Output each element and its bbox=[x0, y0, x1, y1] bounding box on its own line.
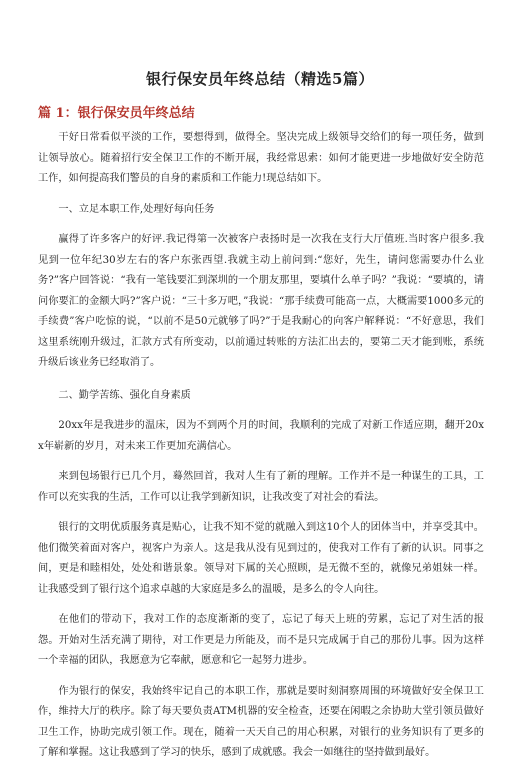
document-body bbox=[38, 128, 484, 764]
subheading-2: 二、勤学苦练、强化自身素质 bbox=[58, 389, 191, 401]
paragraph-1: 干好日常看似平淡的工作，要想得到，做得全。坚决完成上级领导交给们的每一项任务，做到让领导放心。随着招行安全保卫工作的不断开展，我经常思索：如何才能更进一步地做好安全防范工作，如何提高我们警员的自身的素质和工作能力!现总结如下。 bbox=[38, 132, 484, 184]
paragraph-7: 作为银行的保安，我始终牢记自己的本职工作，那就是要时刻洞察周围的环境做好安全保卫工作，维持大厅的秩序。除了每天要负责ATM机器的安全检查，还要在闲暇之余协助大堂引领员做好卫生工作，协助完成引领工作。现在，随着一天天自己的用心积累，对银行的业务知识有了更多的了解和掌握。这让我感到了学习的快乐，感到了成就感。我会一如继往的坚持做到最好。 bbox=[38, 685, 484, 758]
paragraph-2: 赢得了许多客户的好评.我记得第一次被客户表扬时是一次我在支行大厅值班.当时客户很多.我见到一位年纪30岁左右的客户东张西望.我就主动上前问到:“您好，先生，请问您需要办什么业务?”客户回答说：“我有一笔钱要汇到深圳的一个朋友那里，要填什么单子吗？”我说：“要填的，请问你要汇的金额大吗?”客户说：“三十多万吧，”我说：“那手续费可能高一点，大概需要1000多元的手续费”客户吃惊的说，“以前不是50元就够了吗?”于是我耐心的向客户解释说：“不好意思，我们这里系统刚升级过，汇款方式有所变动，以前通过转账的方法汇出去的，要第二天才能到账，系统升级后该业务已经取消了。 bbox=[38, 234, 484, 368]
paragraph-5: 银行的文明优质服务真是贴心，让我不知不觉的就融入到这10个人的团体当中，并享受其中。他们微笑着面对客户，视客户为亲人。这是我从没有见到过的，使我对工作有了新的认识。同事之间，更是和睦相处，处处和谐景象。领导对下属的关心照顾，是无微不至的，就像兄弟姐妹一样。让我感受到了银行这个追求卓越的大家庭是多么的温暖，是多么的令人向往。 bbox=[38, 522, 484, 595]
paragraph-3: 20xx年是我进步的温床，因为不到两个月的时间，我顺利的完成了对新工作适应期，翻开20xx年崭新的岁月，对未来工作更加充满信心。 bbox=[38, 420, 484, 452]
paragraph-6: 在他们的带动下，我对工作的态度渐渐的变了，忘记了每天上班的劳累，忘记了对生活的报怨。开始对生活充满了期待，对工作更是力所能及，而不是只完成属于自己的那份儿事。因为这样一个幸福的团队，我愿意为它奉献，愿意和它一起努力进步。 bbox=[38, 614, 484, 666]
paragraph-4: 来到包场银行已几个月，蓦然回首，我对人生有了新的理解。工作并不是一种谋生的工具，工作可以充实我的生活，工作可以让我学到新知识，让我改变了对社会的看法。 bbox=[38, 471, 484, 503]
section-heading: 篇 1：银行保安员年终总结 bbox=[38, 106, 195, 121]
subheading-1: 一、立足本职工作,处理好每向任务 bbox=[58, 203, 215, 215]
document-title: 银行保安员年终总结（精选5篇） bbox=[146, 70, 374, 88]
